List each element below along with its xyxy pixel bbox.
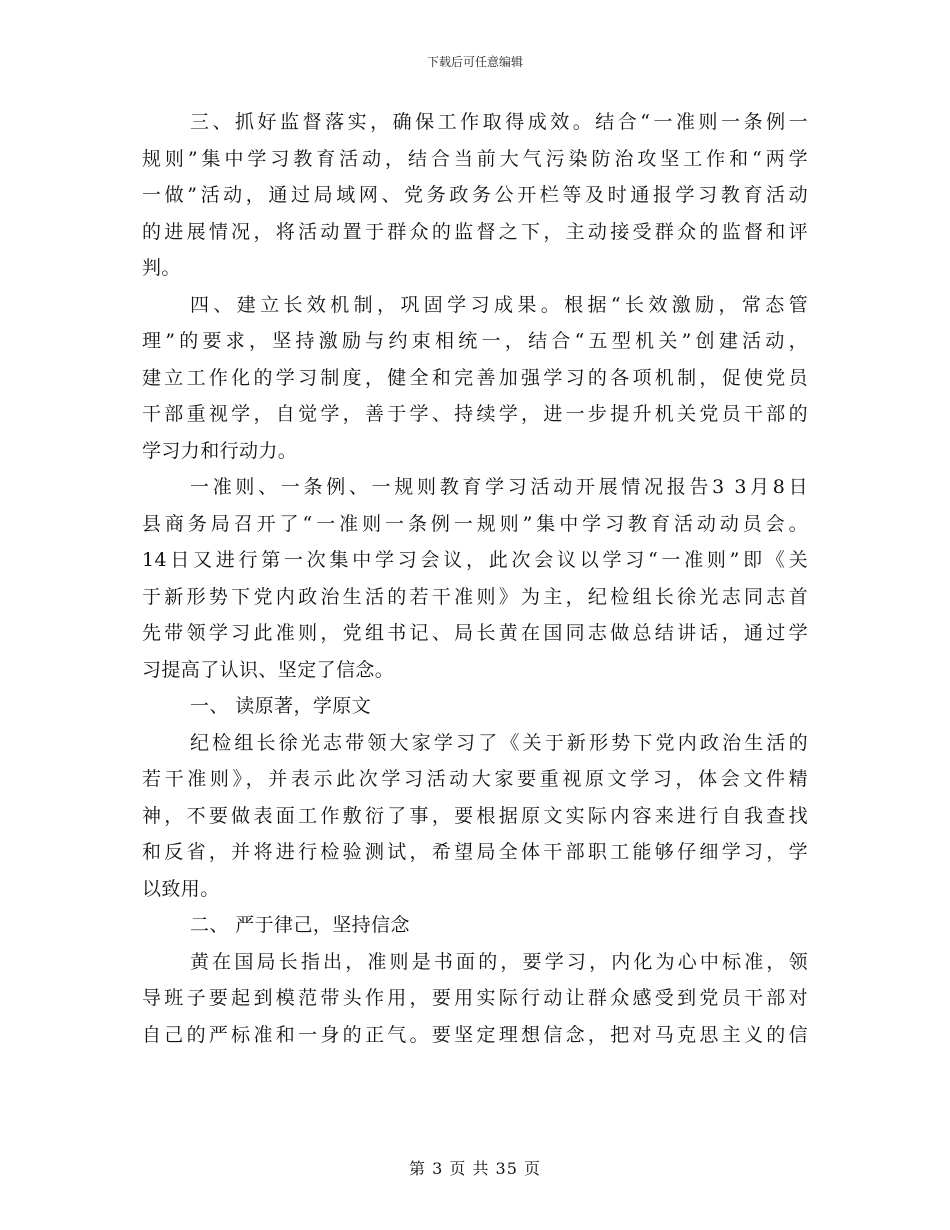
body-line: 规则”集中学习教育活动，结合当前大气污染防治攻坚工作和“两学	[142, 147, 808, 170]
body-line: 于新形势下党内政治生活的若干准则》为主，纪检组长徐光志同志首	[142, 585, 808, 608]
document-body	[142, 104, 808, 1053]
body-line: 理”的要求，坚持激励与约束相统一，结合“五型机关”创建活动，	[142, 330, 808, 352]
body-line: 县商务局召开了“一准则一条例一规则”集中学习教育活动动员会。	[142, 512, 808, 535]
page-number-label: 第 3 页 共 35 页	[409, 1159, 541, 1178]
page-header-note: 下载后可任意编辑	[426, 55, 523, 69]
body-line: 自己的严标准和一身的正气。要坚定理想信念，把对马克思主义的信	[142, 1023, 808, 1046]
body-line: 纪检组长徐光志带领大家学习了《关于新形势下党内政治生活的	[190, 731, 808, 754]
body-line: 黄在国局长指出，准则是书面的，要学习，内化为心中标准，领	[190, 950, 808, 973]
section-heading: 二、 严于律己，坚持信念	[190, 914, 410, 936]
body-line: 判。	[142, 257, 181, 279]
body-line: 以致用。	[142, 877, 220, 900]
body-line: 一准则、一条例、一规则教育学习活动开展情况报告3 3月8日	[190, 476, 808, 498]
body-line: 的进展情况，将活动置于群众的监督之下，主动接受群众的监督和评	[142, 220, 808, 243]
body-line: 和反省，并将进行检验测试，希望局全体干部职工能够仔细学习，学	[142, 841, 808, 863]
body-line: 三、抓好监督落实，确保工作取得成效。结合“一准则一条例一	[190, 111, 808, 133]
body-line: 14日又进行第一次集中学习会议，此次会议以学习“一准则”即《关	[142, 549, 808, 571]
body-line: 若干准则》，并表示此次学习活动大家要重视原文学习，体会文件精	[142, 768, 808, 790]
body-line: 神，不要做表面工作敷衍了事，要根据原文实际内容来进行自我查找	[142, 804, 808, 827]
body-line: 四、建立长效机制，巩固学习成果。根据“长效激励，常态管	[190, 293, 808, 316]
body-line: 建立工作化的学习制度，健全和完善加强学习的各项机制，促使党员	[142, 366, 808, 389]
body-line: 先带领学习此准则，党组书记、局长黄在国同志做总结讲话，通过学	[142, 622, 808, 644]
body-line: 习提高了认识、坚定了信念。	[142, 658, 395, 681]
body-line: 一做”活动，通过局域网、党务政务公开栏等及时通报学习教育活动	[142, 184, 808, 206]
body-line: 干部重视学，自觉学，善于学、持续学，进一步提升机关党员干部的	[142, 403, 808, 425]
body-line: 导班子要起到模范带头作用，要用实际行动让群众感受到党员干部对	[142, 987, 808, 1009]
body-line: 学习力和行动力。	[142, 439, 298, 462]
page-number-footer	[0, 1156, 950, 1179]
section-heading: 一、 读原著，学原文	[190, 695, 372, 717]
